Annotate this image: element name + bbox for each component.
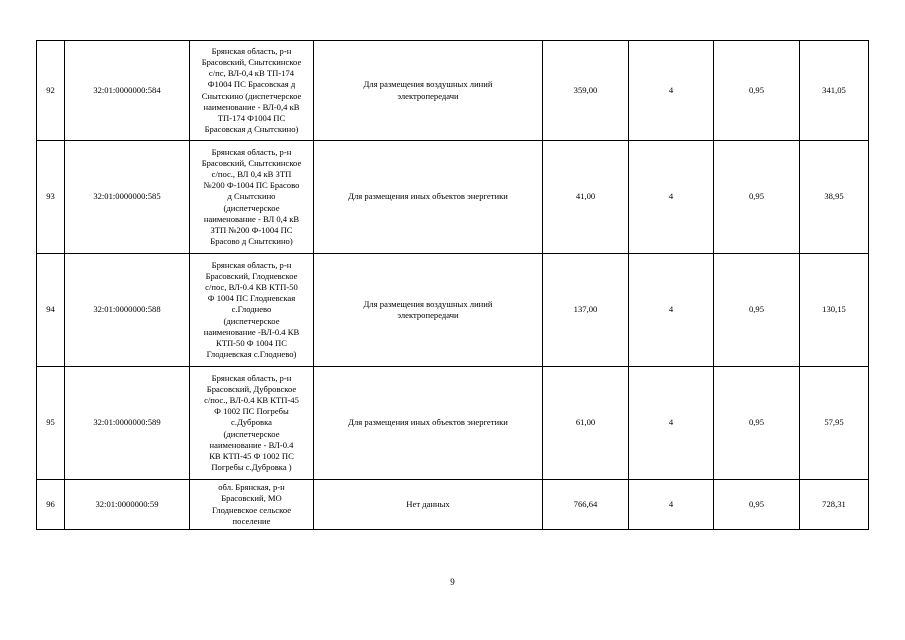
purpose-cell-line: Для размещения иных объектов энергетики [348, 191, 508, 202]
address-cell-line: Брянская область, р-н [211, 147, 292, 158]
address-cell-line: Снытскино (диспетчерское [201, 90, 302, 101]
purpose-cell-line: Для размещения воздушных линий [363, 79, 493, 90]
cadastral-number-cell: 32:01:0000000:589 [65, 367, 190, 480]
address-cell-line: наименование -ВЛ-0.4 КВ [203, 326, 300, 337]
purpose-cell [314, 41, 543, 141]
row-number-cell: 96 [37, 480, 65, 530]
address-cell-line: Ф1004 ПС Брасовская д [207, 79, 296, 90]
address-cell-line: Глодневская с.Глоднево) [206, 348, 297, 359]
purpose-cell-line: электропередачи [397, 90, 459, 101]
address-cell-line: Брасово д Снытскино) [210, 235, 293, 246]
address-cell-line: с.Глоднево [231, 304, 272, 315]
cadastral-number-cell: 32:01:0000000:584 [65, 41, 190, 141]
factor-cell: 4 [629, 367, 714, 480]
total-cell: 728,31 [800, 480, 869, 530]
address-cell-line: Глодневское сельское [211, 504, 292, 515]
address-cell-line: Брасовская д Снытскино) [204, 123, 299, 134]
address-cell-line: ЗТП №200 Ф-1004 ПС [210, 224, 293, 235]
address-cell-line: Брянская область, р-н [211, 373, 292, 384]
land-plots-table [36, 40, 869, 530]
address-cell-line: Брасовский, Снытскинское [201, 57, 302, 68]
address-cell-line: с/пс, ВЛ-0,4 кВ ТП-174 [208, 68, 295, 79]
purpose-cell [314, 141, 543, 254]
area-cell: 766,64 [543, 480, 629, 530]
total-cell: 57,95 [800, 367, 869, 480]
purpose-cell-line: Для размещения иных объектов энергетики [348, 417, 508, 428]
purpose-cell-line: Для размещения воздушных линий [363, 298, 493, 309]
table-body [37, 41, 869, 530]
area-cell: 137,00 [543, 254, 629, 367]
cadastral-number-cell: 32:01:0000000:59 [65, 480, 190, 530]
purpose-cell-line: электропередачи [397, 310, 459, 320]
area-cell: 41,00 [543, 141, 629, 254]
address-cell-line: (диспетчерское [223, 315, 280, 326]
address-cell-line: наименование - ВЛ 0,4 кВ [203, 213, 300, 224]
address-cell-line: Брянская область, р-н [211, 260, 292, 271]
address-cell-line: обл. Брянская, р-н [218, 482, 285, 493]
purpose-cell [314, 367, 543, 480]
coefficient-cell: 0,95 [714, 41, 800, 141]
total-cell: 341,05 [800, 41, 869, 141]
address-cell-line: поселение [232, 515, 271, 526]
table-row [37, 254, 869, 367]
address-cell-line: КТП-50 Ф 1004 ПС [215, 337, 287, 348]
address-cell-line: Брасовский, Снытскинское [201, 158, 302, 169]
cadastral-number-cell: 32:01:0000000:585 [65, 141, 190, 254]
address-cell-line: (диспетчерское [223, 428, 280, 439]
table-row [37, 141, 869, 254]
address-cell [190, 41, 314, 141]
factor-cell: 4 [629, 41, 714, 141]
address-cell-line: Погребы с.Дубровка ) [211, 461, 292, 472]
address-cell-line: д Снытскино [227, 191, 276, 202]
factor-cell: 4 [629, 141, 714, 254]
address-cell-line: КВ КТП-45 Ф 1002 ПС [209, 450, 294, 461]
table-row [37, 41, 869, 141]
factor-cell: 4 [629, 254, 714, 367]
address-cell-line: наименование - ВЛ-0,4 кВ [203, 101, 300, 112]
address-cell-line: Ф 1002 ПС Погребы [214, 406, 289, 417]
row-number-cell: 93 [37, 141, 65, 254]
table-row [37, 367, 869, 480]
address-cell-line: наименование - ВЛ-0.4 [209, 439, 294, 450]
area-cell: 61,00 [543, 367, 629, 480]
address-cell-line: Брянская область, р-н [211, 46, 292, 57]
coefficient-cell: 0,95 [714, 141, 800, 254]
total-cell: 38,95 [800, 141, 869, 254]
address-cell-line: с/пос., ВЛ-0.4 КВ КТП-45 [204, 395, 299, 406]
address-cell [190, 480, 314, 530]
purpose-cell [314, 480, 543, 530]
row-number-cell: 94 [37, 254, 65, 367]
address-cell-line: с/пос, ВЛ-0.4 КВ КТП-50 [205, 282, 298, 293]
page-number: 9 [450, 577, 455, 587]
address-cell-line: ТП-174 Ф1004 ПС [217, 112, 286, 123]
coefficient-cell: 0,95 [714, 254, 800, 367]
table-row [37, 480, 869, 530]
address-cell-line: Брасовский, Глодневское [205, 271, 298, 282]
area-cell: 359,00 [543, 41, 629, 141]
address-cell [190, 254, 314, 367]
address-cell-line: №200 Ф-1004 ПС Брасово [203, 180, 300, 191]
row-number-cell: 92 [37, 41, 65, 141]
purpose-cell [314, 254, 543, 367]
address-cell [190, 141, 314, 254]
purpose-cell-line: Нет данных [406, 498, 450, 509]
address-cell [190, 367, 314, 480]
coefficient-cell: 0,95 [714, 367, 800, 480]
total-cell: 130,15 [800, 254, 869, 367]
address-cell-line: Брасовский, МО [221, 493, 282, 504]
factor-cell: 4 [629, 480, 714, 530]
cadastral-number-cell: 32:01:0000000:588 [65, 254, 190, 367]
row-number-cell: 95 [37, 367, 65, 480]
address-cell-line: с.Дубровка [231, 417, 272, 428]
address-cell-line: с/пос., ВЛ 0,4 кВ ЗТП [211, 169, 292, 180]
address-cell-line: Ф 1004 ПС Глодневская [207, 293, 296, 304]
address-cell-line: (диспетчерское [223, 202, 280, 213]
coefficient-cell: 0,95 [714, 480, 800, 530]
address-cell-line: Брасовский, Дубровское [206, 384, 297, 395]
